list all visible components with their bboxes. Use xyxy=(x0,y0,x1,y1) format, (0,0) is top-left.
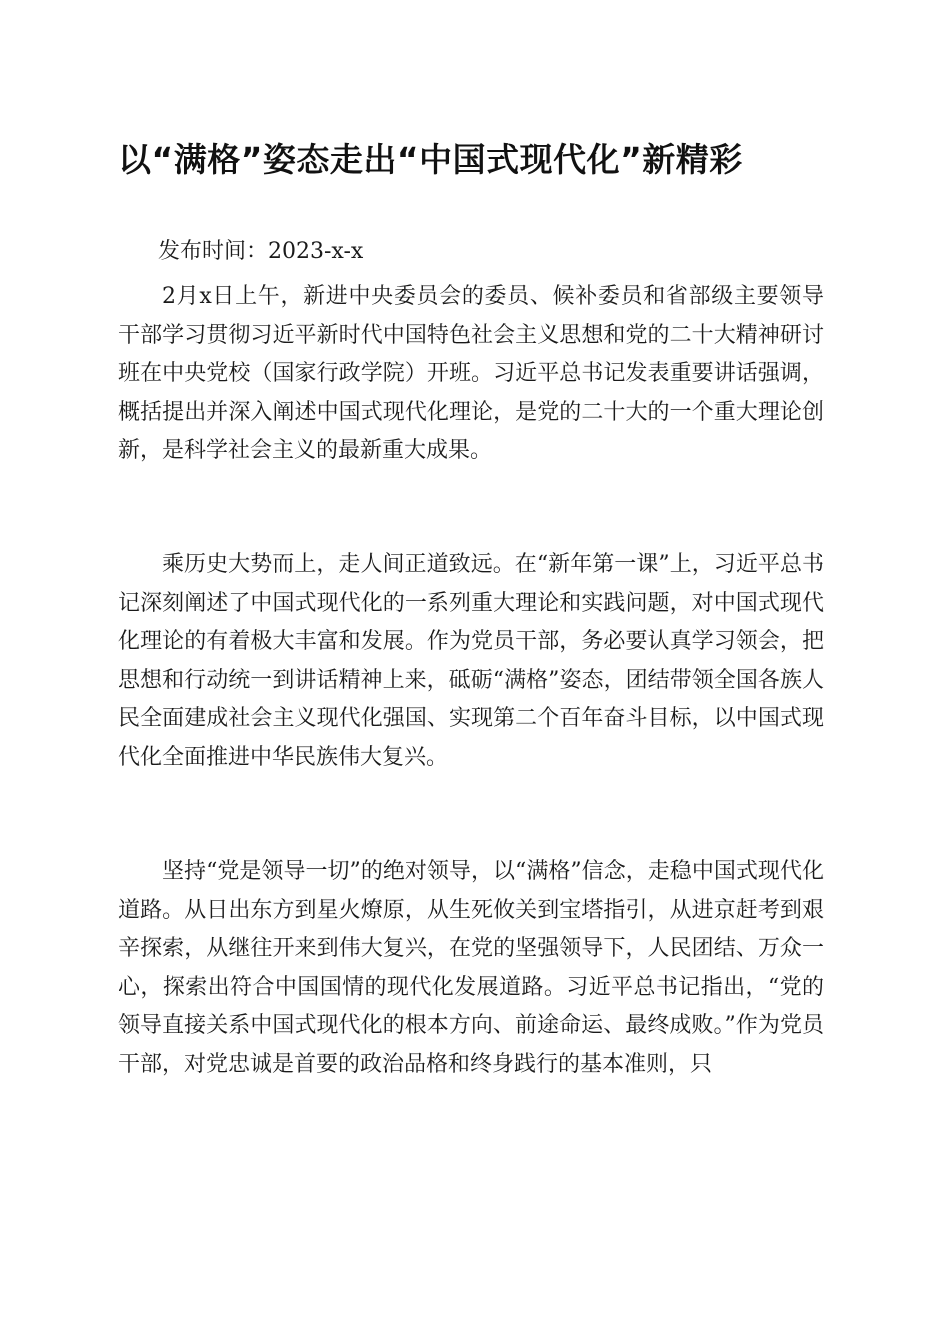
article-title: 以“满格”姿态走出“中国式现代化”新精彩 xyxy=(118,140,743,179)
paragraph-1: 2月x日上午，新进中央委员会的委员、候补委员和省部级主要领导干部学习贯彻习近平新时代中国特色社会主义思想和党的二十大精神研讨班在中央党校（国家行政学院）开班。习近平总书记发表重要讲话强调，概括提出并深入阐述中国式现代化理论，是党的二十大的一个重大理论创新，是科学社会主义的最新重大成果。 xyxy=(118,284,824,463)
paragraph-3: 坚持“党是领导一切”的绝对领导，以“满格”信念，走稳中国式现代化道路。从日出东方到星火燎原，从生死攸关到宝塔指引，从进京赶考到艰辛探索，从继往开来到伟大复兴，在党的坚强领导下，人民团结、万众一心，探索出符合中国国情的现代化发展道路。习近平总书记指出，“党的领导直接关系中国式现代化的根本方向、前途命运、最终成败。”作为党员干部，对党忠诚是首要的政治品格和终身践行的基本准则，只 xyxy=(118,859,824,1077)
paragraph-2: 乘历史大势而上，走人间正道致远。在“新年第一课”上，习近平总书记深刻阐述了中国式现代化的一系列重大理论和实践问题，对中国式现代化理论的有着极大丰富和发展。作为党员干部，务必要认真学习领会，把思想和行动统一到讲话精神上来，砥砺“满格”姿态，团结带领全国各族人民全面建成社会主义现代化强国、实现第二个百年奋斗目标，以中国式现代化全面推进中华民族伟大复兴。 xyxy=(118,552,824,770)
publish-time: 发布时间：2023-x-x xyxy=(158,239,364,264)
